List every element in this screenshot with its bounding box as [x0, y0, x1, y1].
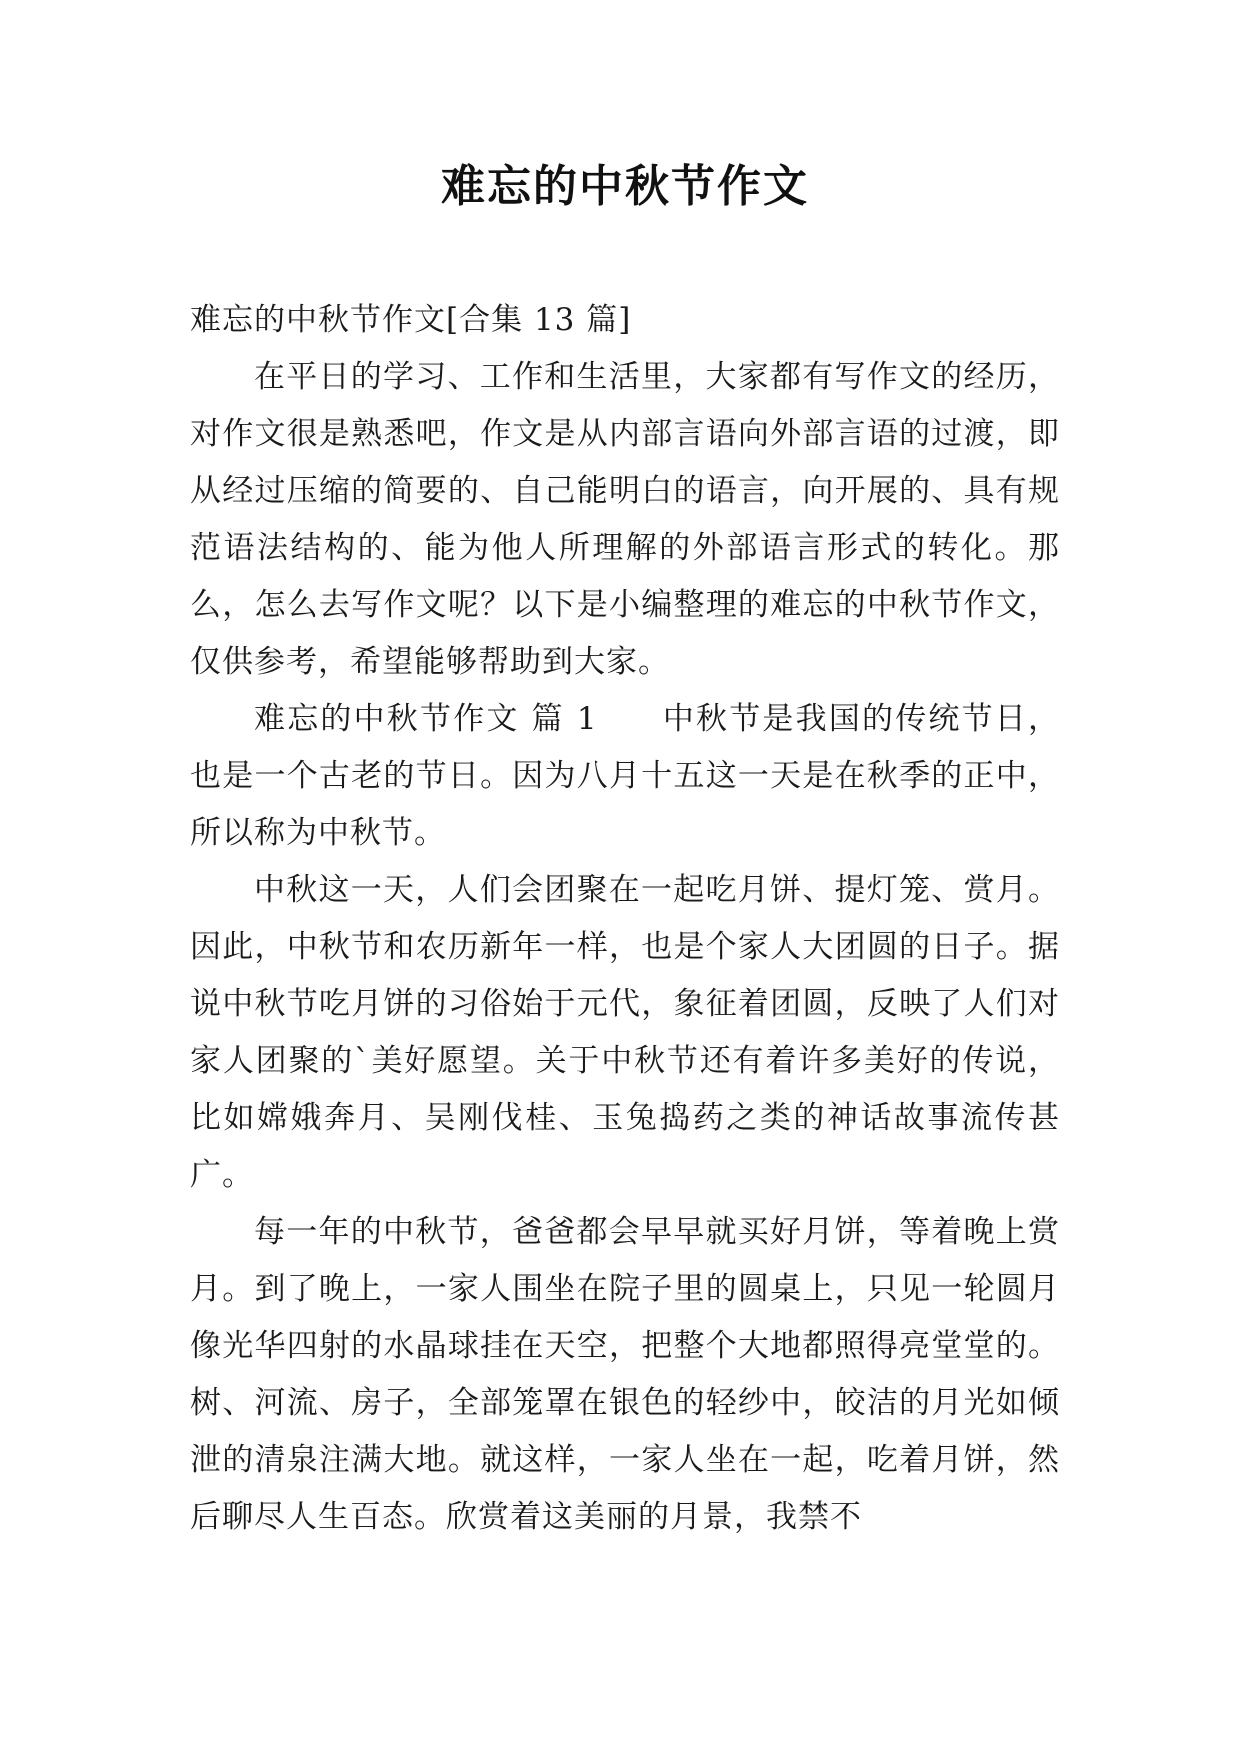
document-subtitle: 难忘的中秋节作文[合集 13 篇] [190, 302, 632, 338]
section-1-text: 中秋节是我国的传统节日，也是一个古老的节日。因为八月十五这一天是在秋季的正中，所以称为中秋节。 [190, 701, 1061, 851]
section-heading: 难忘的中秋节作文 篇 1 [254, 701, 598, 737]
body-paragraph-2: 中秋这一天，人们会团聚在一起吃月饼、提灯笼、赏月。因此，中秋节和农历新年一样，也是个家人大团圆的日子。据说中秋节吃月饼的习俗始于元代，象征着团圆，反映了人们对家人团聚的`美好愿望。关于中秋节还有着许多美好的传说，比如嫦娥奔月、吴刚伐桂、玉兔捣药之类的神话故事流传甚广。 [190, 872, 1060, 1193]
document-title: 难忘的中秋节作文 [441, 161, 809, 212]
section-1-paragraph [190, 691, 1060, 862]
body-paragraph-3: 每一年的中秋节，爸爸都会早早就买好月饼，等着晚上赏月。到了晚上，一家人围坐在院子里的圆桌上，只见一轮圆月像光华四射的水晶球挂在天空，把整个大地都照得亮堂堂的。树、河流、房子，全部笼罩在银色的轻纱中，皎洁的月光如倾泄的清泉注满大地。就这样，一家人坐在一起，吃着月饼，然后聊尽人生百态。欣赏着这美丽的月景，我禁不 [190, 1214, 1060, 1535]
intro-paragraph: 在平日的学习、工作和生活里，大家都有写作文的经历，对作文很是熟悉吧，作文是从内部言语向外部言语的过渡，即从经过压缩的简要的、自己能明白的语言，向开展的、具有规范语法结构的、能为他人所理解的外部语言形式的转化。那么，怎么去写作文呢？以下是小编整理的难忘的中秋节作文，仅供参考，希望能够帮助到大家。 [190, 359, 1060, 680]
document-page [190, 150, 1060, 1546]
